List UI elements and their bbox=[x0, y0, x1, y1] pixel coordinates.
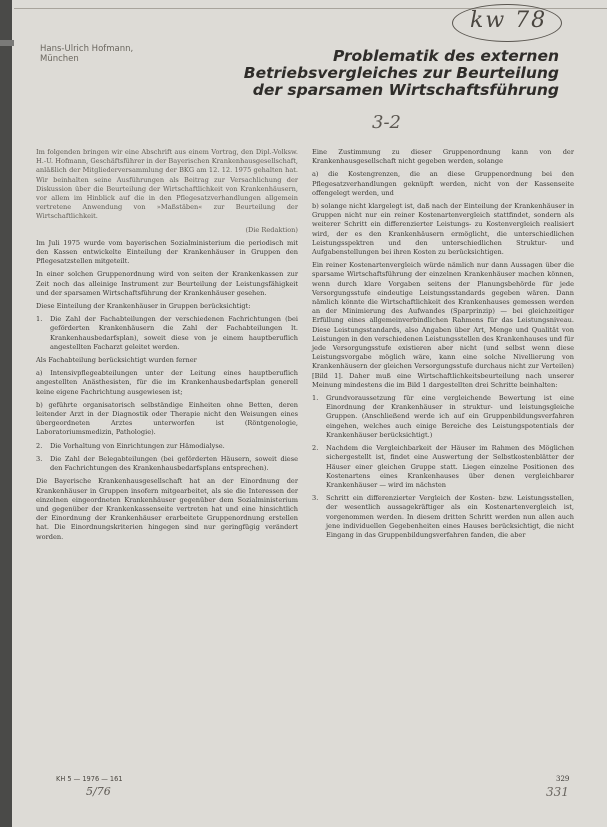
paragraph: Diese Einteilung der Krankenhäuser in Gruppen berücksichtigt: bbox=[36, 302, 251, 311]
list-number: 3. bbox=[36, 454, 43, 463]
list-text: Die Vorhaltung von Einrichtungen zur Hämodialyse. bbox=[50, 441, 225, 450]
paragraph: In einer solchen Gruppenordnung wird von seiten der Krankenkassen zur Zeit noch das alleinige Instrument zur Beurteilung der Leistungsfähigkeit und der sparsamen Wirtschaftsführung der Krankenhäuser gesehen. bbox=[36, 270, 298, 297]
list-text: Die Zahl der Fachabteilungen der verschiedenen Fachrichtungen (bei geförderten Krankenhäusern die Zahl der Fachabteilungen lt. Krankenhausbedarfsplan), soweit diese von je einem hauptberuflich angestellten Facharzt geleitet werden. bbox=[50, 315, 298, 351]
right-column bbox=[312, 148, 574, 544]
paragraph: Eine Zustimmung zu dieser Gruppenordnung kann von der Krankenhausgesellschaft nicht gegeben werden, solange bbox=[312, 148, 574, 166]
handwritten-mark: 3-2 bbox=[372, 112, 401, 133]
binding-spine bbox=[0, 0, 12, 827]
journal-reference: KH 5 — 1976 — 161 bbox=[56, 775, 123, 783]
list-text: Die Zahl der Belegabteilungen (bei geförderten Häusern, soweit diese den Fachrichtungen des Krankenhausbedarfsplans entsprechen). bbox=[50, 454, 298, 473]
paragraph: b) solange nicht klargelegt ist, daß nach der Einteilung der Krankenhäuser in Gruppen nicht nur ein reiner Kostenartenvergleich stattfindet, sondern als weiterer Schritt ein differenzierter Leistungs- zu Kostenvergleich realisiert wird, der es den Krankenhäusern ermöglicht, die unterschiedlichen Leistungsspektren und den unterschiedlichen Struktur- und Aufgabenstellungen bei ihren Kosten zu berücksichtigen. bbox=[312, 202, 574, 257]
paragraph: Ein reiner Kostenartenvergleich würde nämlich nur dann Aussagen über die sparsame Wirtschaftsführung der einzelnen Krankenhäuser machen können, wenn durch klare Vorgaben seitens der Planungsbehörde für jede Versorgungsstufe eindeutige Leistungsstandards gegeben wären. Dann nämlich könnte die Wirtschaftlichkeit des Krankenhauses gemessen werden an der Minimierung des Aufwandes (Sparprinzip) — bei gleichzeitiger Erfüllung eines allgemeinverbindlichen Rahmens für das Leistungsniveau. Diese Leistungsstandards, also Angaben über Art, Menge und Qualität von Leistungen in den verschiedenen Leistungsstellen des Krankenhauses und für jede Versorgungsstufe existieren aber nicht (und selbst wenn diese Leistungsvorgabe möglich wäre, kann eine solche Nivellierung von Krankenhäusern der gleichen Versorgungsstufe durchaus nicht zur Verteilen) [Bild 1]. Daher muß eine Wirtschaftlichkeitsbeurteilung nach unserer Meinung mindestens die im Bild 1 dargestellten drei Schritte beinhalten: bbox=[312, 261, 574, 389]
list-text: Grundvoraussetzung für eine vergleichende Bewertung ist eine Einordnung der Krankenhäuser in struktur- und leistungsgleiche Gruppen. (Anschließend werde ich auf ein Gruppenbildungsverfahren eingehen, welches auch einige Bereiche des Leistungspotentials der Krankenhäuser berücksichtigt.) bbox=[326, 394, 574, 439]
list-item bbox=[312, 494, 574, 540]
paragraph: a) die Kostengrenzen, die an diese Gruppenordnung bei den Pflegesatzverhandlungen geknüpft werden, nicht von der Kassenseite offengelegt werden, und bbox=[312, 170, 574, 197]
list-item bbox=[312, 444, 574, 490]
list-text: Nachdem die Vergleichbarkeit der Häuser im Rahmen des Möglichen sichergestellt ist, findet eine Auswertung der Selbstkostenblätter der Häuser einer gleichen Gruppe statt. Liegen einzelne Positionen des Kostenartens eines Krankenhauses über denen vergleichbarer Krankenhäuser — wird im nächsten bbox=[326, 444, 574, 489]
sub-item: b) geführte organisatorisch selbständige Einheiten ohne Betten, deren leitender Arzt in der Diagnostik oder Therapie nicht den Weisungen eines übergeordneten Arztes unterworfen ist (Röntgenologie, Laboratoriumsmedizin, Pathologie). bbox=[36, 400, 298, 437]
title-line-2: Betriebsvergleiches zur Beurteilung bbox=[243, 64, 559, 82]
paragraph: Die Bayerische Krankenhausgesellschaft hat an der Einordnung der Krankenhäuser in Gruppen insofern mitgearbeitet, als sie die Interessen der einzelnen eingeordneten Krankenhäuser gegenüber dem Sozialministerium und gegenüber der Krankenkassenseite vertreten hat und eine hinsichtlich der Einordnung der Krankenhäuser erarbeitete Gruppenordnung erstellen hat. Die Einordnungskriterien hingegen sind nur geringfügig verändert worden. bbox=[36, 477, 298, 541]
article-title bbox=[244, 48, 559, 99]
left-column bbox=[36, 148, 298, 546]
sub-item: a) Intensivpflegeabteilungen unter der Leitung eines hauptberuflich angestellten Anästhesisten, für die im Krankenhausbedarfsplan generell keine eigene Fachrichtung ausgewiesen ist; bbox=[36, 369, 298, 396]
list-number: 1. bbox=[312, 394, 319, 403]
list-number: 1. bbox=[36, 315, 43, 324]
editorial-intro: Im folgenden bringen wir eine Abschrift aus einem Vortrag, den Dipl.-Volksw. H.-U. Hofmann, Geschäftsführer in der Bayerischen Krankenhausgesellschaft, anläßlich der Mitgliederversammlung der BKG am 12. 12. 1975 gehalten hat. Wir beinhalten seine Ausführungen als Beitrag zur Versachlichung der Diskussion über die Beurteilung der Wirtschaftlichkeit von Krankenhäusern, vor allem im Hinblick auf die in den Pflegesatzverhandlungen allgemein vertretene Anwendung von »Maßstäben« zur Beurteilung der Wirtschaftlichkeit. bbox=[36, 148, 298, 221]
page-number: 329 bbox=[556, 775, 570, 783]
author-city: München bbox=[40, 54, 79, 64]
title-line-1: Problematik des externen bbox=[332, 47, 559, 65]
list-item bbox=[312, 394, 574, 440]
list-item bbox=[36, 455, 298, 473]
list-number: 3. bbox=[312, 494, 319, 503]
list-text: Schritt ein differenzierter Vergleich der Kosten- bzw. Leistungsstellen, der wesentlich aussagekräftiger als ein Kostenartenvergleich ist, vorgenommen werden. In diesem dritten Schritt werden nun allen auch jene individuellen Gegebenheiten eines Hauses berücksichtigt, die nicht Eingang in das Gruppenbildungsverfahren fanden, die aber bbox=[326, 494, 574, 539]
list-item bbox=[36, 315, 298, 352]
list-number: 2. bbox=[36, 441, 43, 450]
handwritten-reference: kw 78 bbox=[470, 8, 548, 33]
paragraph: Als Fachabteilung berücksichtigt wurden ferner bbox=[36, 356, 197, 365]
binding-tab bbox=[0, 40, 14, 46]
list-item bbox=[36, 442, 298, 451]
author-block bbox=[40, 44, 133, 64]
handwritten-date: 5/76 bbox=[86, 785, 111, 798]
title-line-3: der sparsamen Wirtschaftsführung bbox=[252, 81, 559, 99]
editorial-source: (Die Redaktion) bbox=[245, 225, 298, 234]
list-number: 2. bbox=[312, 444, 319, 453]
handwritten-page-number: 331 bbox=[546, 785, 569, 799]
paragraph: Im Juli 1975 wurde vom bayerischen Sozialministerium die periodisch mit den Kassen entwickelte Einteilung der Krankenhäuser in Gruppen den Pflegesatzstellen mitgeteilt. bbox=[36, 238, 298, 266]
author-name: Hans-Ulrich Hofmann, bbox=[40, 44, 134, 54]
